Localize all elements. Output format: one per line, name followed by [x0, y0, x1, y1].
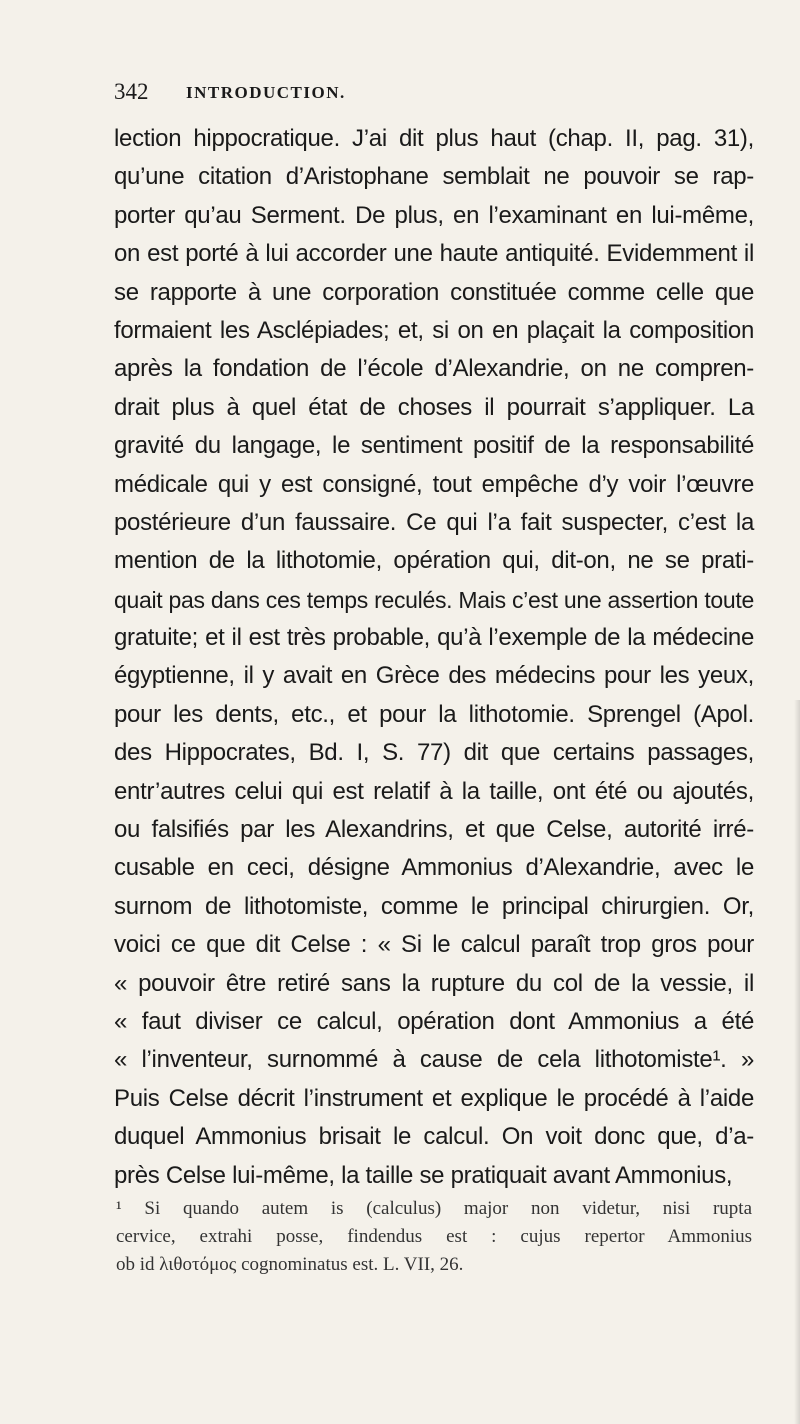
text-line: gratuite; et il est très probable, qu’à l’exemple de la médecine [114, 624, 754, 652]
text-line: « faut diviser ce calcul, opération dont Ammonius a été [114, 1007, 754, 1035]
text-line: on est porté à lui accorder une haute antiquité. Evidemment il [114, 240, 754, 268]
text-line: Puis Celse décrit l’instrument et explique le procédé à l’aide [114, 1084, 754, 1112]
text-line: postérieure d’un faussaire. Ce qui l’a fait suspecter, c’est la [114, 508, 754, 536]
text-line: voici ce que dit Celse : « Si le calcul paraît trop gros pour [114, 931, 754, 959]
running-head [114, 80, 714, 104]
footnote [116, 1195, 752, 1279]
text-line: porter qu’au Serment. De plus, en l’examinant en lui-même, [114, 201, 754, 229]
text-line: duquel Ammonius brisait le calcul. On voit donc que, d’a- [114, 1123, 754, 1151]
text-line: gravité du langage, le sentiment positif de la responsabilité [114, 432, 754, 460]
text-line: après la fondation de l’école d’Alexandrie, on ne compren- [114, 355, 754, 383]
footnote-line: ¹ Si quando autem is (calculus) major non videtur, nisi rupta [116, 1198, 752, 1219]
body-text [114, 120, 754, 1195]
text-line: près Celse lui-même, la taille se pratiquait avant Ammonius, [114, 1161, 733, 1189]
page-number: 342 [114, 79, 149, 104]
text-line: se rapporte à une corporation constituée comme celle que [114, 278, 754, 306]
text-line: « pouvoir être retiré sans la rupture du col de la vessie, il [114, 969, 754, 997]
text-line: égyptienne, il y avait en Grèce des médecins pour les yeux, [114, 662, 754, 690]
running-title: INTRODUCTION. [186, 83, 346, 102]
text-line: médicale qui y est consigné, tout empêche d’y voir l’œuvre [114, 470, 754, 498]
text-line: qu’une citation d’Aristophane semblait ne pouvoir se rap- [114, 163, 754, 191]
text-line: « l’inventeur, surnommé à cause de cela lithotomiste¹. » [114, 1046, 754, 1074]
footnote-line: cervice, extrahi posse, findendus est : cujus repertor Ammonius [116, 1226, 752, 1247]
page-edge-shadow [794, 700, 800, 1424]
footnote-line: ob id λιθοτόμος cognominatus est. L. VII, 26. [116, 1254, 464, 1275]
text-line: des Hippocrates, Bd. I, S. 77) dit que certains passages, [114, 739, 754, 767]
text-line: cusable en ceci, désigne Ammonius d’Alexandrie, avec le [114, 854, 754, 882]
text-line: drait plus à quel état de choses il pourrait s’appliquer. La [114, 393, 754, 421]
text-line: lection hippocratique. J’ai dit plus haut (chap. II, pag. 31), [114, 125, 754, 152]
text-line: surnom de lithotomiste, comme le principal chirurgien. Or, [114, 892, 754, 920]
text-line: ou falsifiés par les Alexandrins, et que Celse, autorité irré- [114, 816, 754, 844]
text-line: formaient les Asclépiades; et, si on en plaçait la composition [114, 316, 754, 344]
text-line: pour les dents, etc., et pour la lithotomie. Sprengel (Apol. [114, 700, 754, 728]
text-line: mention de la lithotomie, opération qui, dit-on, ne se prati- [114, 547, 754, 575]
text-line: quait pas dans ces temps reculés. Mais c’est une assertion toute [114, 586, 754, 613]
text-line: entr’autres celui qui est relatif à la taille, ont été ou ajoutés, [114, 777, 754, 805]
